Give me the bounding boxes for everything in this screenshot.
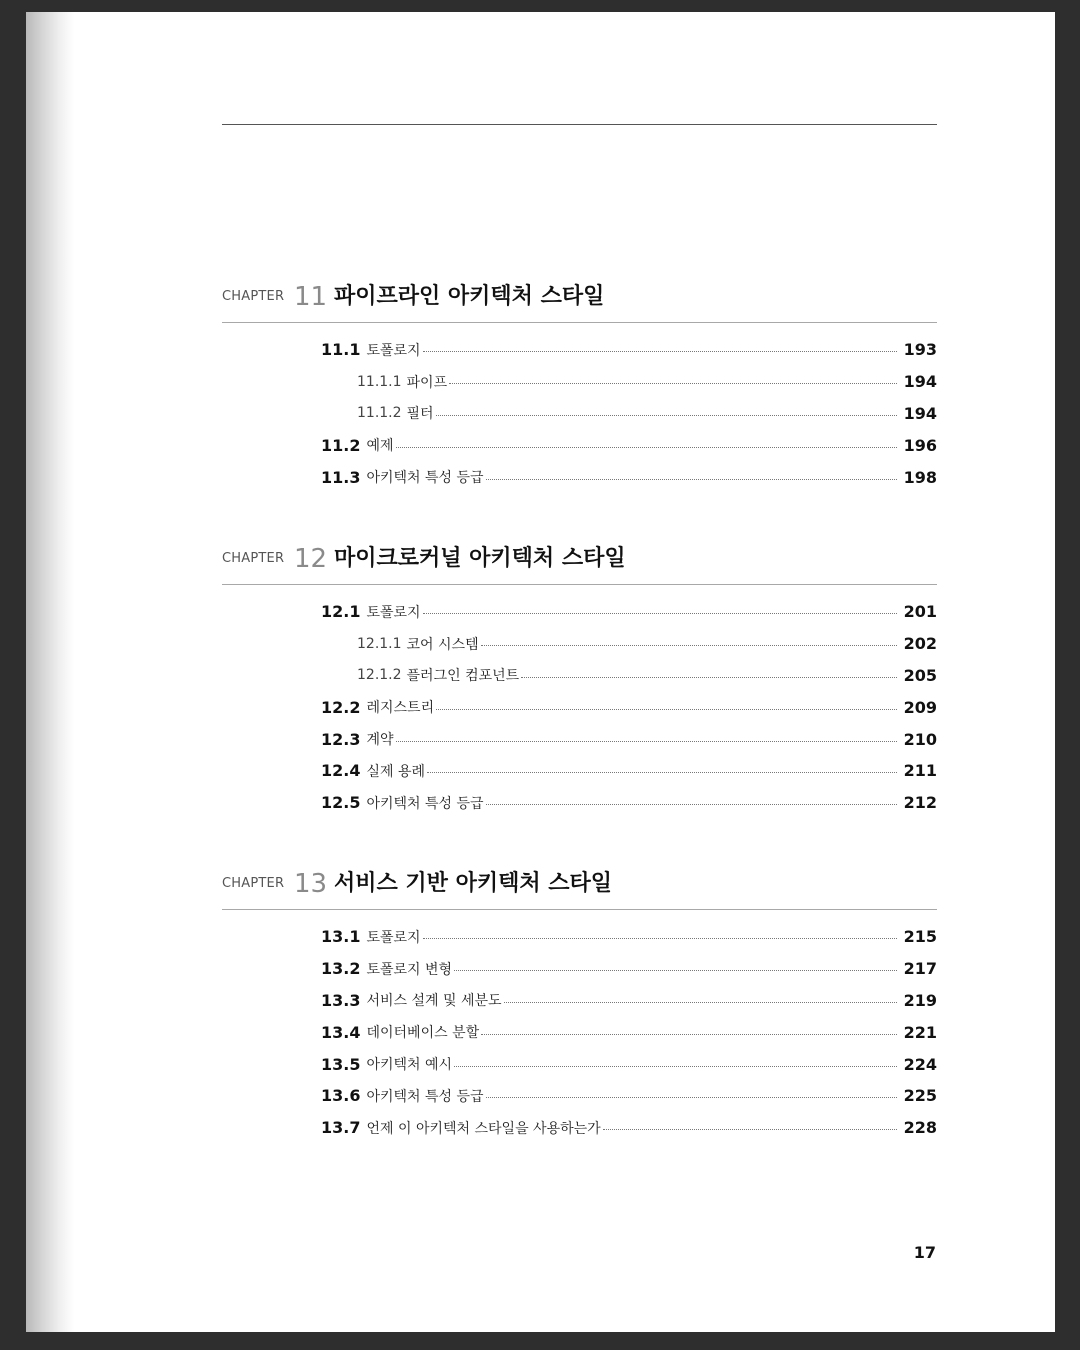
toc-entries <box>222 921 937 1144</box>
toc-entry[interactable] <box>222 723 937 755</box>
chapter-section <box>222 863 937 1138</box>
dot-leader <box>436 415 897 416</box>
chapter-number: 12 <box>294 544 328 574</box>
chapter-heading <box>222 538 937 578</box>
dot-leader <box>449 383 897 384</box>
page-number: 212 <box>903 793 937 813</box>
toc-entry[interactable] <box>222 787 937 819</box>
chapter-number: 13 <box>294 869 328 899</box>
footer-page-number: 17 <box>913 1243 936 1262</box>
chapter-section <box>222 276 937 487</box>
dot-leader <box>423 613 897 614</box>
toc-entry[interactable] <box>222 366 937 398</box>
page-number: 194 <box>903 403 937 423</box>
toc-entries <box>222 596 937 819</box>
page-number: 215 <box>903 927 937 947</box>
chapter-divider <box>222 322 937 323</box>
book-page <box>26 12 1055 1332</box>
chapter-heading <box>222 863 937 903</box>
page-number: 194 <box>903 372 937 392</box>
section-title: 플러그인 컴포넌트 <box>406 668 520 685</box>
dot-leader <box>427 772 897 773</box>
chapter-divider <box>222 909 937 910</box>
section-number: 12.1.1 <box>357 635 402 652</box>
dot-leader <box>486 479 897 480</box>
dot-leader <box>521 677 897 678</box>
section-title: 코어 시스템 <box>406 636 479 653</box>
page-number: 228 <box>903 1118 937 1138</box>
page-number: 210 <box>903 729 937 749</box>
section-title: 토폴로지 <box>366 342 421 359</box>
section-title: 필터 <box>406 406 434 423</box>
section-number: 11.1.1 <box>357 373 402 390</box>
dot-leader <box>486 1097 897 1098</box>
section-number: 13.1 <box>321 927 361 947</box>
chapter-label: CHAPTER <box>222 289 285 304</box>
section-title: 예제 <box>366 438 394 455</box>
section-title: 실제 용례 <box>366 763 426 780</box>
section-title: 레지스트리 <box>366 700 435 717</box>
toc-entry[interactable] <box>222 628 937 660</box>
page-number: 202 <box>903 634 937 654</box>
toc-entry[interactable] <box>222 1080 937 1112</box>
dot-leader <box>454 1066 897 1067</box>
toc-entry[interactable] <box>222 1112 937 1144</box>
section-title: 서비스 설계 및 세분도 <box>366 993 502 1010</box>
page-number: 209 <box>903 697 937 717</box>
chapter-title: 파이프라인 아키텍처 스타일 <box>334 284 605 309</box>
toc-entry[interactable] <box>222 953 937 985</box>
section-number: 11.3 <box>321 467 361 487</box>
dot-leader <box>481 645 897 646</box>
section-title: 아키텍처 특성 등급 <box>366 1088 484 1105</box>
section-number: 13.5 <box>321 1054 361 1074</box>
page-number: 193 <box>903 340 937 360</box>
dot-leader <box>481 1034 897 1035</box>
section-number: 13.6 <box>321 1086 361 1106</box>
toc-entry[interactable] <box>222 921 937 953</box>
page-number: 211 <box>903 761 937 781</box>
page-number: 224 <box>903 1054 937 1074</box>
chapter-section <box>222 538 937 813</box>
dot-leader <box>396 447 897 448</box>
chapter-title: 마이크로커널 아키텍처 스타일 <box>334 546 626 571</box>
section-title: 토폴로지 변형 <box>366 961 453 978</box>
section-number: 12.4 <box>321 761 361 781</box>
page-number: 201 <box>903 602 937 622</box>
toc-entries <box>222 334 937 493</box>
section-number: 13.3 <box>321 990 361 1010</box>
section-title: 계약 <box>366 732 394 749</box>
page-number: 225 <box>903 1086 937 1106</box>
page-number: 198 <box>903 467 937 487</box>
chapter-title: 서비스 기반 아키텍처 스타일 <box>334 871 613 896</box>
section-number: 13.4 <box>321 1022 361 1042</box>
section-number: 12.1.2 <box>357 667 402 684</box>
toc-entry[interactable] <box>222 461 937 493</box>
section-number: 12.3 <box>321 729 361 749</box>
section-title: 데이터베이스 분할 <box>366 1025 480 1042</box>
dot-leader <box>486 804 897 805</box>
section-number: 12.5 <box>321 793 361 813</box>
page-number: 217 <box>903 959 937 979</box>
dot-leader <box>603 1129 897 1130</box>
chapter-number: 11 <box>294 282 328 312</box>
dot-leader <box>454 970 897 971</box>
chapter-divider <box>222 584 937 585</box>
section-number: 13.7 <box>321 1118 361 1138</box>
section-title: 파이프 <box>406 374 448 391</box>
toc-entry[interactable] <box>222 755 937 787</box>
section-title: 토폴로지 <box>366 604 421 621</box>
toc-entry[interactable] <box>222 985 937 1017</box>
page-number: 219 <box>903 990 937 1010</box>
toc-entry[interactable] <box>222 1016 937 1048</box>
section-title: 아키텍처 특성 등급 <box>366 795 484 812</box>
toc-entry[interactable] <box>222 596 937 628</box>
section-title: 언제 이 아키텍처 스타일을 사용하는가 <box>366 1120 601 1137</box>
section-number: 13.2 <box>321 959 361 979</box>
chapter-label: CHAPTER <box>222 876 285 891</box>
section-title: 아키텍처 예시 <box>366 1057 453 1074</box>
page-number: 221 <box>903 1022 937 1042</box>
page-number: 205 <box>903 665 937 685</box>
dot-leader <box>396 741 897 742</box>
page-number: 196 <box>903 435 937 455</box>
dot-leader <box>423 938 897 939</box>
toc-entry[interactable] <box>222 691 937 723</box>
toc-entry[interactable] <box>222 660 937 692</box>
toc-entry[interactable] <box>222 429 937 461</box>
chapter-heading <box>222 276 937 316</box>
section-number: 11.2 <box>321 435 361 455</box>
toc-entry[interactable] <box>222 398 937 430</box>
top-rule <box>222 124 937 125</box>
spine-shadow <box>26 12 74 1332</box>
toc-entry[interactable] <box>222 1048 937 1080</box>
section-title: 아키텍처 특성 등급 <box>366 470 484 487</box>
chapter-label: CHAPTER <box>222 551 285 566</box>
section-number: 11.1.2 <box>357 405 402 422</box>
dot-leader <box>436 709 897 710</box>
section-number: 12.1 <box>321 602 361 622</box>
section-number: 12.2 <box>321 697 361 717</box>
section-number: 11.1 <box>321 340 361 360</box>
section-title: 토폴로지 <box>366 929 421 946</box>
toc-entry[interactable] <box>222 334 937 366</box>
dot-leader <box>423 351 897 352</box>
dot-leader <box>504 1002 897 1003</box>
